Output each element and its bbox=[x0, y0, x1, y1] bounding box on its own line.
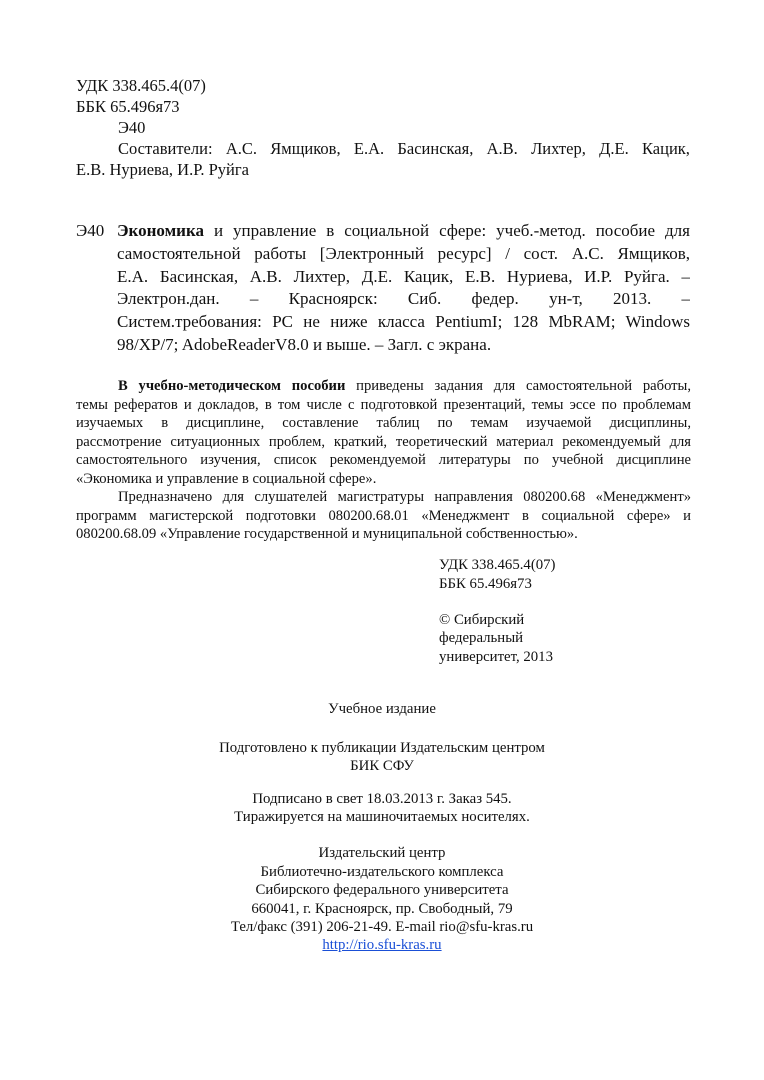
bib-line-5: Систем.требования: PC не ниже класса PentiumI; 128 MbRAM; Windows bbox=[117, 312, 690, 331]
annotation-line-7: Предназначено для слушателей магистратуры направления 080200.68 «Менеджмент» bbox=[118, 489, 691, 505]
udk-code: УДК 338.465.4(07) bbox=[76, 76, 206, 95]
bib-line-6: 98/XP/7; AdobeReaderV8.0 и выше. – Загл. с экрана. bbox=[117, 335, 492, 354]
annotation-line-8: программ магистерской подготовки 080200.68.01 «Менеджмент в социальной сфере» и bbox=[76, 507, 691, 524]
compilers-word: Лихтер, bbox=[531, 139, 586, 158]
annotation-lead: В учебно-методическом пособии bbox=[118, 378, 346, 394]
bbk-code: ББК 65.496я73 bbox=[76, 97, 180, 116]
compilers-word: Басинская, bbox=[397, 139, 474, 158]
website-link[interactable]: http://rio.sfu-kras.ru bbox=[322, 937, 442, 953]
compilers-word: Ямщиков, bbox=[270, 139, 341, 158]
annotation-line-5: самостоятельного изучения, список рекомендуемой литературы по учебной дисциплине bbox=[76, 452, 691, 468]
bib-author-mark: Э40 bbox=[76, 221, 105, 240]
publisher-line-3: Сибирского федерального университета bbox=[255, 882, 509, 898]
edition-type: Учебное издание bbox=[328, 701, 436, 717]
bib-line-4: Электрон.дан. – Красноярск: Сиб. федер. ун-т, 2013. – bbox=[117, 289, 690, 308]
copyright-line-2: федеральный bbox=[439, 630, 524, 646]
copyright-line-3: университет, 2013 bbox=[439, 649, 553, 665]
compilers-word: Д.Е. bbox=[599, 139, 629, 158]
copies-line: Тиражируется на машиночитаемых носителях. bbox=[234, 809, 530, 825]
compilers-word: Составители: bbox=[118, 139, 213, 158]
bib-line-1-rest: и управление в социальной сфере: учеб.-метод. пособие для bbox=[203, 221, 690, 240]
copyright-line-1: © Сибирский bbox=[439, 612, 525, 628]
annotation-line-2: темы рефератов и докладов, в том числе с подготовкой презентаций, темы эссе по проблемам bbox=[76, 396, 691, 413]
publisher-line-2: Библиотечно-издательского комплекса bbox=[260, 864, 504, 880]
contacts-line: Тел/факс (391) 206-21-49. E-mail rio@sfu-kras.ru bbox=[230, 919, 534, 935]
prepared-line-1: Подготовлено к публикации Издательским центром bbox=[219, 740, 545, 756]
right-udk: УДК 338.465.4(07) bbox=[439, 557, 556, 573]
annotation-line-1 bbox=[118, 377, 691, 396]
annotation-line-1-rest: приведены задания для самостоятельной работы, bbox=[345, 378, 691, 394]
author-mark: Э40 bbox=[118, 118, 146, 137]
prepared-line-2: БИК СФУ bbox=[350, 758, 414, 774]
compilers-word: Кацик, bbox=[642, 139, 690, 158]
compilers-word: Е.А. bbox=[353, 139, 385, 158]
address-line: 660041, г. Красноярск, пр. Свободный, 79 bbox=[251, 901, 513, 917]
bib-title: Экономика bbox=[117, 221, 204, 240]
website-line bbox=[150, 936, 614, 955]
annotation-line-3: изучаемых в дисциплине, составление таблиц по темам изучаемой дисциплины, bbox=[76, 415, 691, 431]
compilers-line-2: Е.В. Нуриева, И.Р. Руйга bbox=[76, 160, 249, 179]
compilers-word: А.В. bbox=[486, 139, 518, 158]
signed-line: Подписано в свет 18.03.2013 г. Заказ 545. bbox=[252, 791, 512, 807]
compilers-word: А.С. bbox=[225, 139, 257, 158]
bib-line-2: самостоятельной работы [Электронный ресурс] / сост. А.С. Ямщиков, bbox=[117, 244, 690, 263]
publisher-line-1: Издательский центр bbox=[318, 845, 446, 861]
bib-line-3: Е.А. Басинская, А.В. Лихтер, Д.Е. Кацик, Е.В. Нуриева, И.Р. Руйга. – bbox=[117, 267, 690, 286]
bib-line-1 bbox=[117, 219, 690, 242]
annotation-line-4: рассмотрение ситуационных проблем, краткий, теоретический материал рекомендуемый для bbox=[76, 433, 691, 450]
compilers-line-1 bbox=[118, 138, 690, 160]
right-bbk: ББК 65.496я73 bbox=[439, 576, 532, 592]
annotation-line-6: «Экономика и управление в социальной сфере». bbox=[76, 470, 377, 487]
annotation-line-9: 080200.68.09 «Управление государственной и муниципальной собственностью». bbox=[76, 526, 578, 542]
